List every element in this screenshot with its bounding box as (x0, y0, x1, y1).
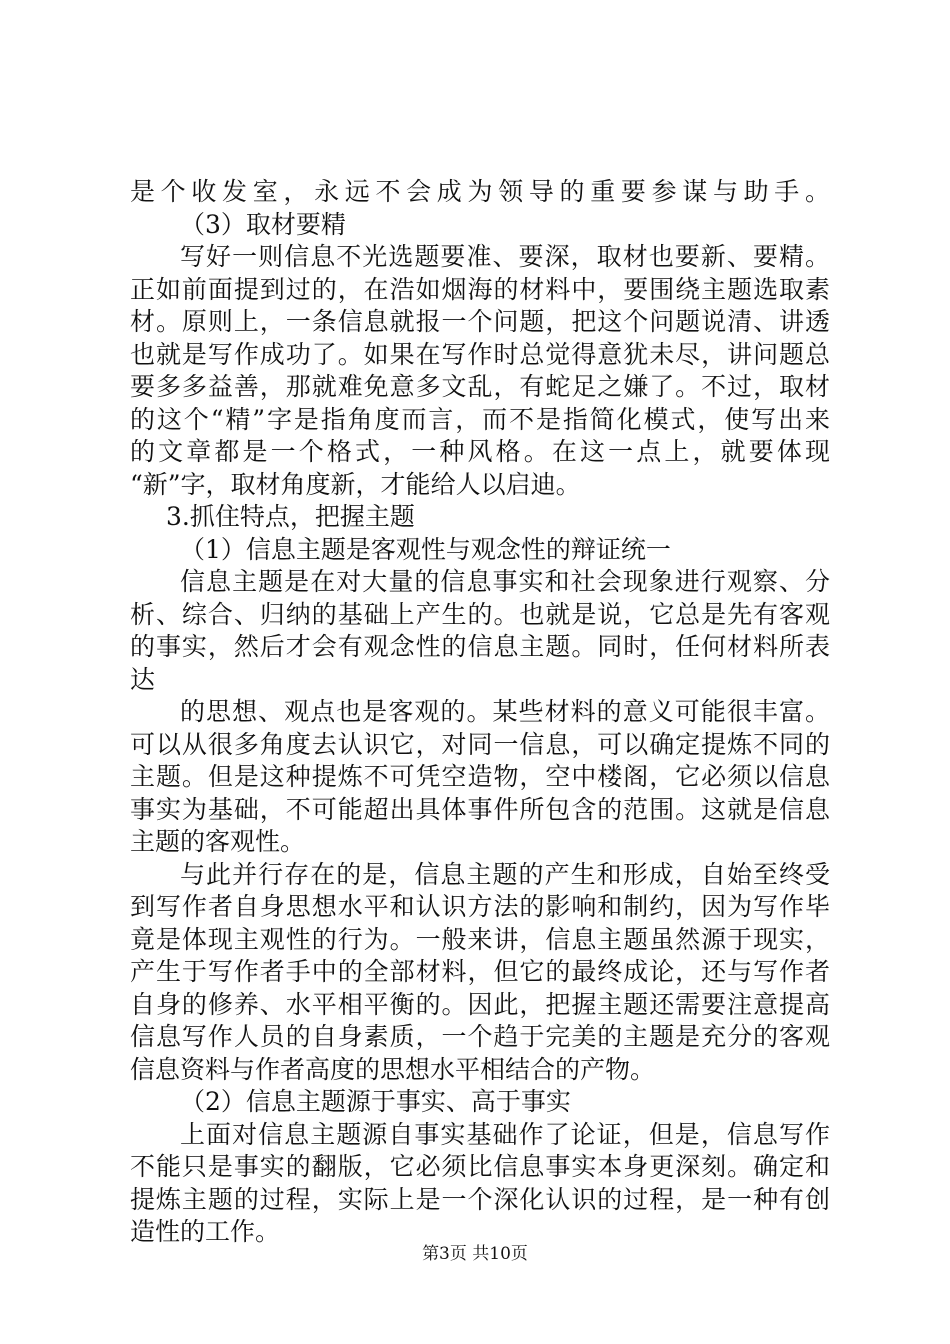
text-line: 材。原则上，一条信息就报一个问题，把这个问题说清、讲透 (130, 307, 830, 336)
text-line: 事实为基础，不可能超出具体事件所包含的范围。这就是信息 (130, 794, 830, 824)
paragraph-first-line: 写好一则信息不光选题要准、要深，取材也要新、要精。 (180, 242, 830, 271)
page-footer (0, 1243, 950, 1265)
text-line: 的事实，然后才会有观念性的信息主题。同时，任何材料所表 (130, 632, 830, 661)
text-line: 的这个“精”字是指角度而言，而不是指简化模式，使写出来 (130, 404, 830, 434)
text-line: 不能只是事实的翻版，它必须比信息事实本身更深刻。确定和 (130, 1152, 830, 1181)
paragraph-first-line: 上面对信息主题源自事实基础作了论证，但是，信息写作 (180, 1119, 830, 1149)
text-line: 正如前面提到过的，在浩如烟海的材料中，要围绕主题选取素 (130, 274, 830, 304)
paragraph-first-line: 信息主题是在对大量的信息事实和社会现象进行观察、分 (180, 567, 830, 596)
paragraph-first-line: 的思想、观点也是客观的。某些材料的意义可能很丰富。 (180, 697, 830, 726)
text-line: 竟是体现主观性的行为。一般来讲，信息主题虽然源于现实， (130, 924, 830, 954)
text-line: 可以从很多角度去认识它，对同一信息，可以确定提炼不同的 (130, 729, 830, 759)
text-line: 的文章都是一个格式，一种风格。在这一点上，就要体现 (130, 437, 830, 466)
text-line: 到写作者自身思想水平和认识方法的影响和制约，因为写作毕 (130, 892, 830, 921)
text-line: 产生于写作者手中的全部材料，但它的最终成论，还与写作者 (130, 957, 830, 986)
text-line: “新”字，取材角度新，才能给人以启迪。 (130, 469, 581, 499)
text-line: 信息写作人员的自身素质，一个趋于完美的主题是充分的客观 (130, 1022, 830, 1051)
section-heading: （1）信息主题是客观性与观念性的辩证统一 (180, 534, 671, 564)
paragraph-first-line: 与此并行存在的是，信息主题的产生和形成，自始至终受 (180, 859, 830, 889)
text-line: 达 (130, 664, 156, 694)
text-line: 造性的工作。 (130, 1217, 281, 1246)
text-line: 主题。但是这种提炼不可凭空造物，空中楼阁，它必须以信息 (130, 762, 830, 791)
text-line: 是个收发室，永远不会成为领导的重要参谋与助手。 (130, 177, 830, 206)
text-line: 信息资料与作者高度的思想水平相结合的产物。 (130, 1054, 656, 1084)
section-heading: （3）取材要精 (180, 209, 346, 239)
text-line: 主题的客观性。 (130, 827, 306, 856)
text-line: 自身的修养、水平相平衡的。因此，把握主题还需要注意提高 (130, 989, 830, 1019)
section-heading: （2）信息主题源于事实、高于事实 (180, 1087, 571, 1116)
text-line: 析、综合、归纳的基础上产生的。也就是说，它总是先有客观 (130, 599, 830, 629)
page-number: 第3页 共10页 (422, 1244, 528, 1264)
text-line: 要多多益善，那就难免意多文乱，有蛇足之嫌了。不过，取材 (130, 372, 830, 401)
text-line: 也就是写作成功了。如果在写作时总觉得意犹未尽，讲问题总 (130, 339, 830, 369)
text-line: 提炼主题的过程，实际上是一个深化认识的过程，是一种有创 (130, 1184, 830, 1214)
section-heading: 3.抓住特点，把握主题 (166, 502, 415, 531)
document-body (130, 176, 830, 1249)
